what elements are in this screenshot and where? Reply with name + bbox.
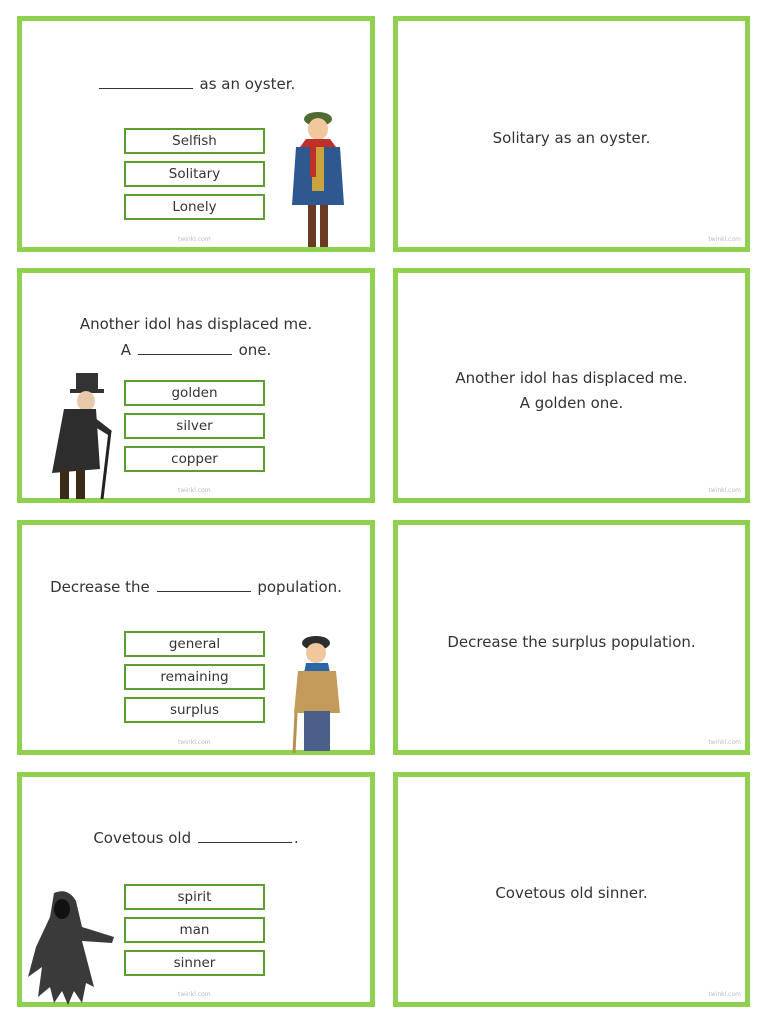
- question-card-3: [17, 520, 375, 755]
- prompt-line-1: Another idol has displaced me.: [79, 315, 313, 333]
- option-button[interactable]: Solitary: [124, 161, 265, 187]
- watermark: twinkl.com: [708, 739, 741, 746]
- options-list: [124, 380, 265, 479]
- answer-blank: [157, 577, 251, 592]
- question-card-4: [17, 772, 375, 1007]
- answer-card-1: [393, 16, 750, 252]
- watermark: twinkl.com: [178, 739, 211, 746]
- question-card-1: [17, 16, 375, 252]
- option-button[interactable]: general: [124, 631, 265, 657]
- answer-card-3: [393, 520, 750, 755]
- option-button[interactable]: golden: [124, 380, 265, 406]
- answer-text: Covetous old sinner.: [495, 884, 648, 902]
- answer-text-line-2: A golden one.: [519, 394, 624, 412]
- answer-blank: [198, 828, 292, 843]
- watermark: twinkl.com: [178, 991, 211, 998]
- young-man-scarf-illustration: [288, 107, 348, 247]
- boy-cap-scarf-illustration: [290, 633, 346, 755]
- option-button[interactable]: copper: [124, 446, 265, 472]
- old-man-top-hat-cane-illustration: [38, 369, 120, 501]
- option-button[interactable]: Selfish: [124, 128, 265, 154]
- question-card-2: [17, 268, 375, 503]
- option-button[interactable]: spirit: [124, 884, 265, 910]
- watermark: twinkl.com: [708, 236, 741, 243]
- options-list: [124, 128, 265, 227]
- watermark: twinkl.com: [708, 487, 741, 494]
- prompt-line-2: A one.: [120, 341, 272, 359]
- option-button[interactable]: Lonely: [124, 194, 265, 220]
- watermark: twinkl.com: [178, 487, 211, 494]
- answer-text: Solitary as an oyster.: [492, 129, 651, 147]
- options-list: [124, 884, 265, 983]
- answer-card-2: [393, 268, 750, 503]
- answer-text-line-1: Another idol has displaced me.: [455, 369, 688, 387]
- option-button[interactable]: remaining: [124, 664, 265, 690]
- option-button[interactable]: man: [124, 917, 265, 943]
- answer-blank: [99, 74, 193, 89]
- prompt: as an oyster.: [22, 71, 370, 97]
- options-list: [124, 631, 265, 730]
- option-button[interactable]: silver: [124, 413, 265, 439]
- watermark: twinkl.com: [708, 991, 741, 998]
- prompt: Decrease the population.: [50, 578, 342, 596]
- prompt: Covetous old .: [93, 829, 299, 847]
- option-button[interactable]: sinner: [124, 950, 265, 976]
- answer-text: Decrease the surplus population.: [447, 633, 696, 651]
- answer-blank: [138, 340, 232, 355]
- watermark: twinkl.com: [178, 236, 211, 243]
- option-button[interactable]: surplus: [124, 697, 265, 723]
- hooded-ghost-illustration: [24, 887, 120, 1005]
- answer-card-4: [393, 772, 750, 1007]
